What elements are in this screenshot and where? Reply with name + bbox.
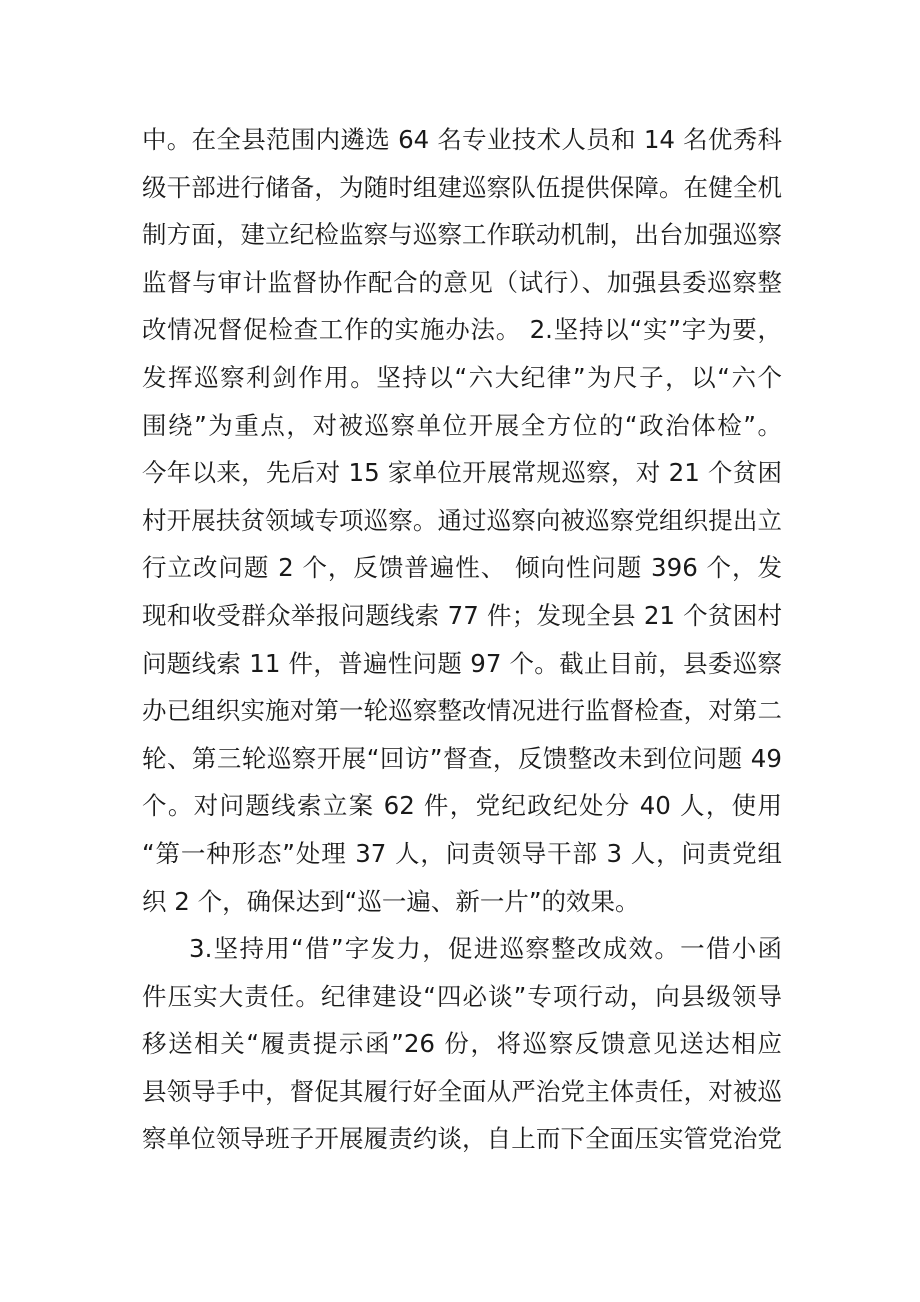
text-line: 轮、第三轮巡察开展“回访”督查，反馈整改未到位问题 49 xyxy=(142,743,782,773)
text-line: 级干部进行储备，为随时组建巡察队伍提供保障。在健全机 xyxy=(142,172,782,202)
text-line: 监督与审计监督协作配合的意见（试行）、加强县委巡察整 xyxy=(142,267,782,297)
text-line: 办已组织实施对第一轮巡察整改情况进行监督检查，对第二 xyxy=(142,696,782,726)
text-line: 改情况督促检查工作的实施办法。 2.坚持以“实”字为要， xyxy=(142,315,782,345)
text-line: 3.坚持用“借”字发力，促进巡察整改成效。一借小函 xyxy=(189,934,782,964)
text-line: 个。对问题线索立案 62 件，党纪政纪处分 40 人，使用 xyxy=(142,791,782,821)
text-line: 发挥巡察利剑作用。坚持以“六大纪律”为尺子，以“六个 xyxy=(142,362,782,392)
text-line: 件压实大责任。纪律建设“四必谈”专项行动，向县级领导 xyxy=(142,981,782,1011)
text-line: 现和收受群众举报问题线索 77 件；发现全县 21 个贫困村 xyxy=(142,600,782,630)
text-line: “第一种形态”处理 37 人，问责领导干部 3 人，问责党组 xyxy=(142,838,782,868)
text-line: 中。在全县范围内遴选 64 名专业技术人员和 14 名优秀科 xyxy=(142,125,782,154)
text-line: 制方面，建立纪检监察与巡察工作联动机制，出台加强巡察 xyxy=(142,220,782,250)
text-line: 问题线索 11 件，普遍性问题 97 个。截止目前，县委巡察 xyxy=(142,648,782,678)
text-line: 移送相关“履责提示函”26 份，将巡察反馈意见送达相应 xyxy=(142,1029,782,1059)
text-line: 县领导手中，督促其履行好全面从严治党主体责任，对被巡 xyxy=(142,1076,782,1106)
body-text xyxy=(142,116,782,1163)
text-line: 察单位领导班子开展履责约谈，自上而下全面压实管党治党 xyxy=(142,1124,782,1154)
text-line: 今年以来，先后对 15 家单位开展常规巡察，对 21 个贫困 xyxy=(142,458,782,488)
text-line: 村开展扶贫领域专项巡察。通过巡察向被巡察党组织提出立 xyxy=(142,505,782,535)
text-line: 围绕”为重点，对被巡察单位开展全方位的“政治体检”。 xyxy=(142,410,782,440)
text-line: 行立改问题 2 个，反馈普遍性、 倾向性问题 396 个，发 xyxy=(142,553,782,583)
text-line: 织 2 个，确保达到“巡一遍、新一片”的效果。 xyxy=(142,886,640,916)
